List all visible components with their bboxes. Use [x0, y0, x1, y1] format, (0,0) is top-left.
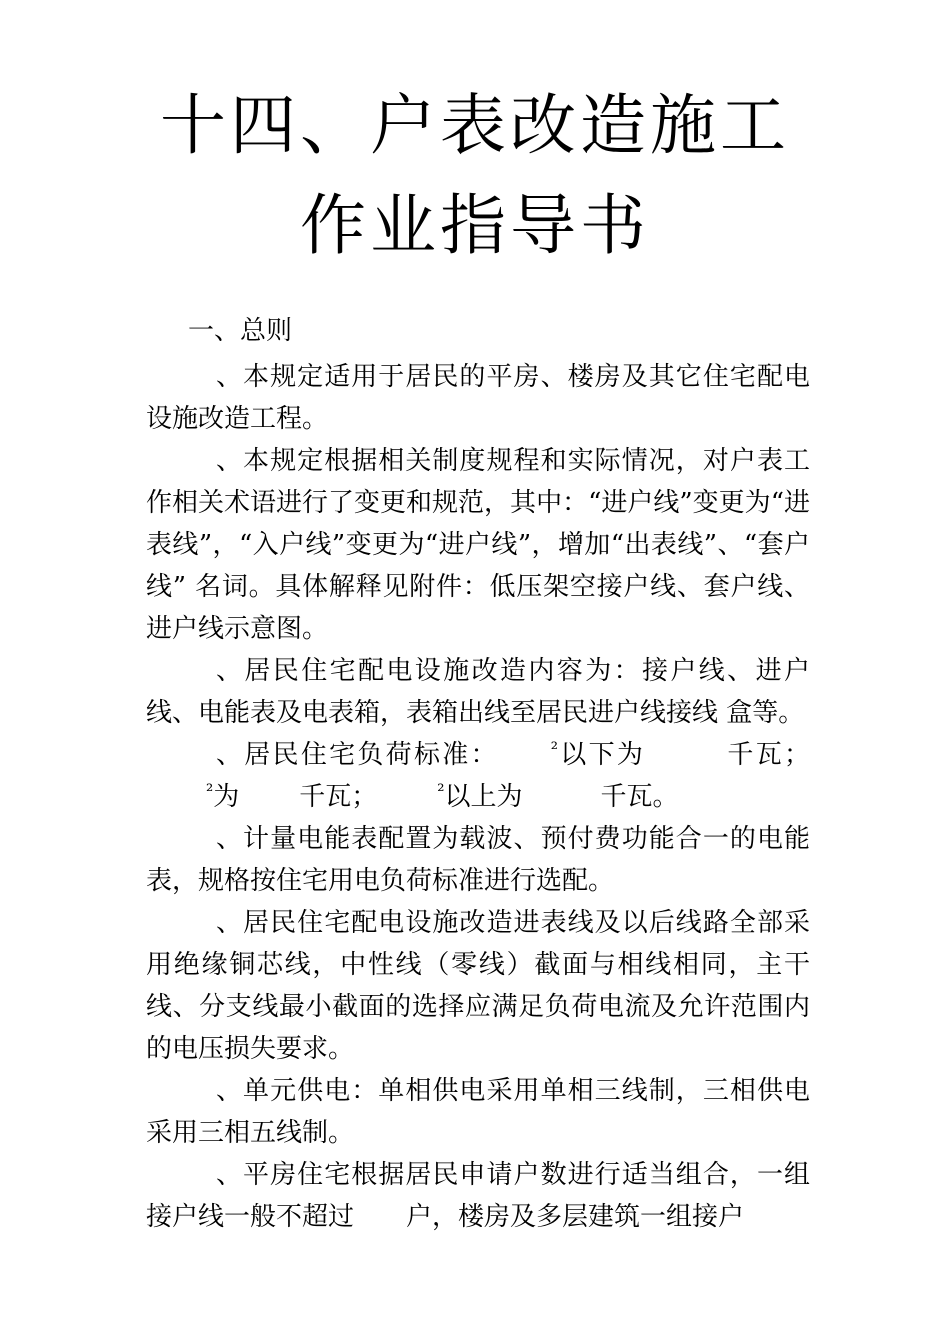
load-standard-lead: 、居民住宅负荷标准：: [216, 740, 499, 770]
paragraph-unit-supply: 、单元供电：单相供电采用单相三线制，三相供电采用三相五线制。: [146, 1076, 810, 1148]
document-body: [146, 356, 810, 1238]
paragraph-terminology: 、本规定根据相关制度规程和实际情况，对户表工作相关术语进行了变更和规范，其中：“进户线”变更为“进表线”，“入户线”变更为“进户线”，增加“出表线”、“套户线” 名词。具体解释见附件：低压架空接户线、套户线、进户线示意图。: [146, 446, 810, 644]
paragraph-grouping: [146, 1154, 810, 1238]
load-standard-sup-1: ²: [550, 739, 559, 760]
paragraph-meter: 、计量电能表配置为载波、预付费功能合一的电能表，规格按住宅用电负荷标准进行选配。: [146, 824, 810, 896]
load-standard-unit-2: 千瓦；: [299, 782, 378, 812]
paragraph-wiring: 、居民住宅配电设施改造进表线及以后线路全部采用绝缘铜芯线，中性线（零线）截面与相线相同，主干线、分支线最小截面的选择应满足负荷电流及允许范围内的电压损失要求。: [146, 908, 810, 1064]
paragraph-load-standard: [146, 734, 810, 818]
section-heading-general: 一、总则: [188, 316, 293, 346]
load-standard-text-2: 为: [213, 782, 240, 812]
load-standard-unit-1: 千瓦；: [725, 740, 810, 770]
grouping-text-2: 户，楼房及多层建筑一组接户: [406, 1202, 745, 1232]
document-title-line-1: 十四、户表改造施工: [160, 87, 790, 164]
load-standard-sup-3: ²: [437, 781, 445, 802]
load-standard-unit-3: 千瓦。: [600, 782, 679, 812]
grouping-text-1: 、平房住宅根据居民申请户数进行适当组合，一组接户线一般不超过: [146, 1160, 810, 1232]
load-standard-sup-2: ²: [206, 781, 214, 802]
paragraph-scope: 、本规定适用于居民的平房、楼房及其它住宅配电设施改造工程。: [146, 362, 810, 434]
document-title-line-2: 作业指导书: [300, 187, 650, 264]
load-standard-text-1: 以下为: [558, 740, 646, 770]
paragraph-content: 、居民住宅配电设施改造内容为：接户线、进户线、电能表及电表箱，表箱出线至居民进户线接线 盒等。: [146, 656, 810, 728]
load-standard-text-3: 以上为: [444, 782, 523, 812]
